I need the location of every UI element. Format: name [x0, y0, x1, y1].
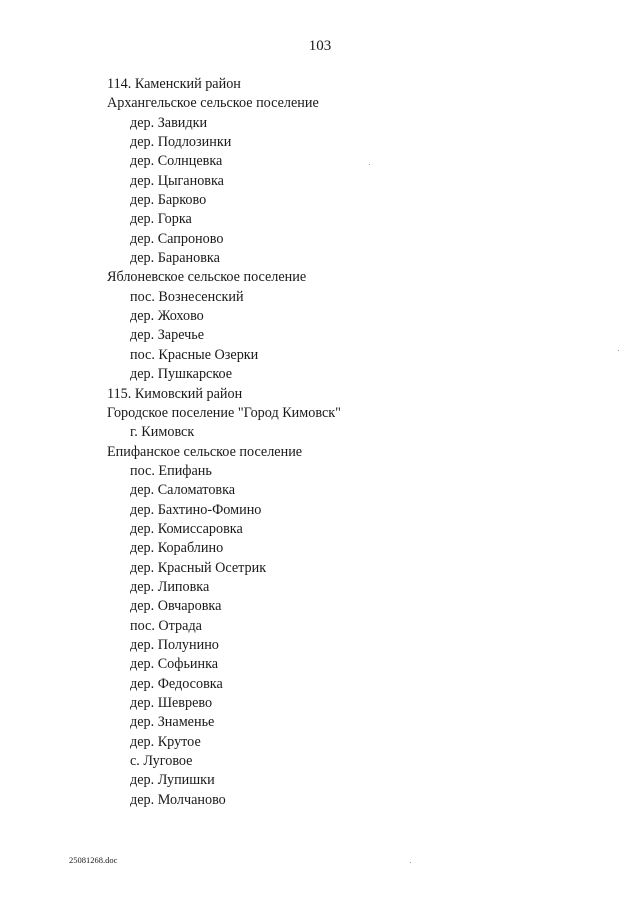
settlement-entry: дер. Молчаново [130, 791, 226, 808]
scan-speck [410, 862, 411, 863]
section-heading: Архангельское сельское поселение [107, 95, 319, 112]
settlement-entry: дер. Комиссаровка [130, 520, 243, 537]
settlement-entry: дер. Цыгановка [130, 172, 224, 189]
settlement-entry: дер. Липовка [130, 578, 210, 595]
settlement-entry: дер. Бахтино-Фомино [130, 501, 262, 518]
footer-file-name: 25081268.doc [69, 855, 118, 865]
settlement-entry: дер. Лупишки [130, 772, 215, 789]
settlement-entry: дер. Федосовка [130, 675, 223, 692]
section-heading: Городское поселение "Город Кимовск" [107, 404, 341, 421]
settlement-entry: дер. Барково [130, 192, 207, 209]
settlement-entry: с. Луговое [130, 753, 193, 770]
settlement-entry: г. Кимовск [130, 424, 195, 441]
scan-speck [618, 350, 619, 351]
section-heading: Яблоневское сельское поселение [107, 269, 307, 286]
settlement-entry: пос. Красные Озерки [130, 346, 259, 363]
settlement-entry: дер. Сапроново [130, 230, 224, 247]
section-heading: 114. Каменский район [107, 76, 241, 92]
settlement-entry: дер. Солнцевка [130, 153, 223, 170]
settlement-entry: дер. Овчаровка [130, 598, 222, 615]
settlement-entry: дер. Подлозинки [130, 134, 232, 151]
settlement-entry: дер. Софьинка [130, 656, 219, 673]
settlement-entry: пос. Епифань [130, 462, 212, 479]
scan-speck [369, 164, 370, 165]
settlement-entry: дер. Жохово [130, 308, 204, 325]
settlement-entry: дер. Пушкарское [130, 366, 233, 383]
settlement-entry: дер. Кораблино [130, 540, 224, 557]
settlement-entry: дер. Барановка [130, 250, 220, 267]
settlement-list [107, 75, 567, 810]
settlement-entry: дер. Красный Осетрик [130, 559, 267, 576]
settlement-entry: дер. Завидки [130, 114, 208, 131]
settlement-entry: дер. Знаменье [130, 714, 215, 731]
settlement-entry: дер. Заречье [130, 327, 205, 344]
settlement-entry: пос. Отрада [130, 617, 202, 634]
settlement-entry: дер. Полунино [130, 636, 219, 653]
settlement-entry: пос. Вознесенский [130, 288, 244, 305]
page-number: 103 [308, 38, 332, 54]
section-heading: 115. Кимовский район [107, 385, 243, 402]
settlement-entry: дер. Горка [130, 211, 192, 228]
settlement-entry: дер. Крутое [130, 733, 201, 750]
section-heading: Епифанское сельское поселение [107, 443, 303, 460]
settlement-entry: дер. Саломатовка [130, 482, 236, 499]
settlement-entry: дер. Шеврево [130, 695, 213, 711]
